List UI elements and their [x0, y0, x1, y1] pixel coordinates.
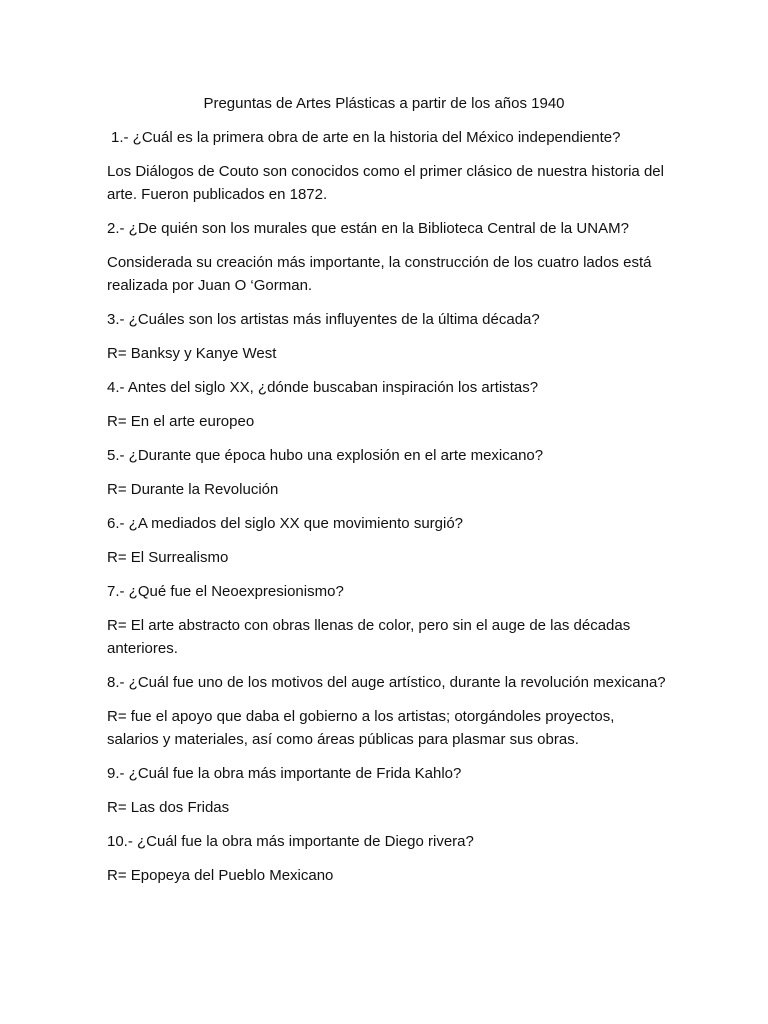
answer-5: R= Durante la Revolución — [107, 481, 279, 498]
answer-2: Considerada su creación más importante, la construcción de los cuatro lados está realizada por Juan O ‘Gorman. — [107, 254, 652, 294]
question-7: 7.- ¿Qué fue el Neoexpresionismo? — [107, 583, 344, 600]
answer-8: R= fue el apoyo que daba el gobierno a los artistas; otorgándoles proyectos, salarios y materiales, así como áreas públicas para plasmar sus obras. — [107, 708, 615, 748]
answer-9: R= Las dos Fridas — [107, 799, 230, 816]
question-6: 6.- ¿A mediados del siglo XX que movimiento surgió? — [107, 515, 464, 532]
document-body — [107, 126, 667, 898]
answer-10: R= Epopeya del Pueblo Mexicano — [107, 867, 334, 884]
answer-3: R= Banksy y Kanye West — [107, 345, 277, 362]
document-title: Preguntas de Artes Plásticas a partir de los años 1940 — [203, 95, 565, 112]
question-2: 2.- ¿De quién son los murales que están en la Biblioteca Central de la UNAM? — [107, 220, 629, 237]
question-3: 3.- ¿Cuáles son los artistas más influyentes de la última década? — [107, 311, 540, 328]
question-8: 8.- ¿Cuál fue uno de los motivos del auge artístico, durante la revolución mexicana? — [107, 674, 666, 691]
question-4: 4.- Antes del siglo XX, ¿dónde buscaban inspiración los artistas? — [107, 379, 539, 396]
question-5: 5.- ¿Durante que época hubo una explosión en el arte mexicano? — [107, 447, 544, 464]
answer-7: R= El arte abstracto con obras llenas de color, pero sin el auge de las décadas anteriores. — [107, 617, 631, 657]
answer-1: Los Diálogos de Couto son conocidos como el primer clásico de nuestra historia del arte. Fueron publicados en 1872. — [107, 163, 664, 203]
question-10: 10.- ¿Cuál fue la obra más importante de Diego rivera? — [107, 833, 474, 850]
question-1: 1.- ¿Cuál es la primera obra de arte en la historia del México independiente? — [111, 129, 621, 146]
question-9: 9.- ¿Cuál fue la obra más importante de Frida Kahlo? — [107, 765, 462, 782]
answer-6: R= El Surrealismo — [107, 549, 229, 566]
answer-4: R= En el arte europeo — [107, 413, 255, 430]
